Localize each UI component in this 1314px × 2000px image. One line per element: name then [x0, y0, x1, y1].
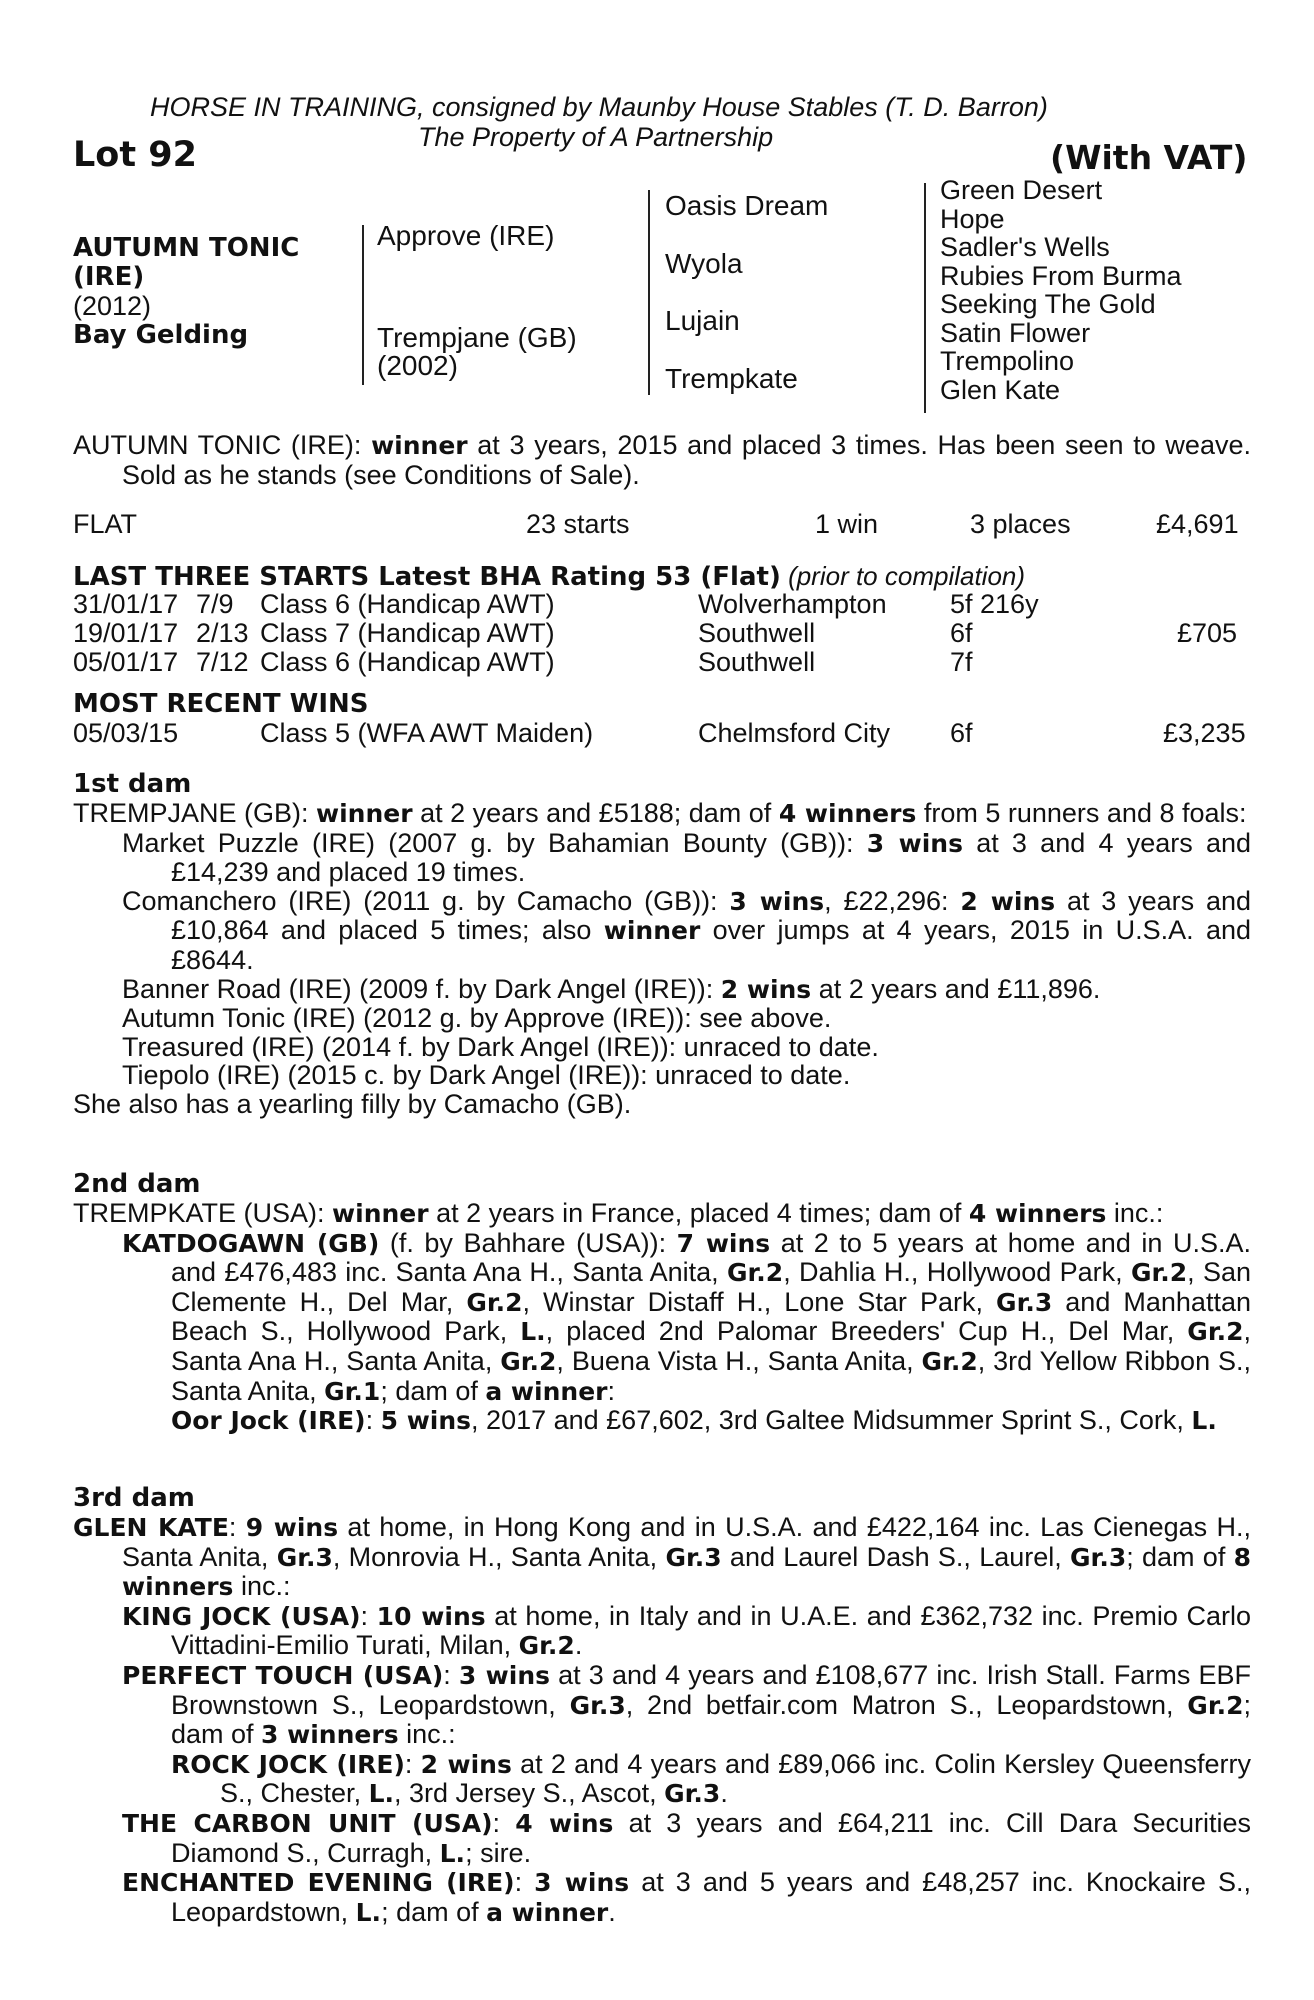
ancestor: Seeking The Gold — [940, 289, 1156, 319]
pedigree-paragraph — [73, 1661, 1251, 1750]
body-text: TREMPJANE (GB): — [73, 798, 317, 828]
summary-text: AUTUMN TONIC (IRE): — [73, 430, 372, 460]
summary-text: at 3 years, 2015 and placed 3 times. Has been seen to weave. Sold as he stands (see Conditions of Sale). — [122, 430, 1251, 490]
emphasis-text: winner — [603, 916, 701, 946]
emphasis-text: Gr.2 — [500, 1346, 557, 1376]
body-text: inc.: — [1106, 1198, 1164, 1228]
emphasis-text: 3 wins — [458, 1660, 550, 1690]
pedigree-paragraph — [73, 1229, 1251, 1407]
record-places: 3 places — [970, 509, 1071, 539]
start-course: Southwell — [698, 618, 816, 648]
body-text: : — [404, 1748, 421, 1779]
third-dam-section — [73, 1484, 1251, 1927]
body-text: ; dam of — [171, 1689, 1251, 1750]
last-three-heading — [73, 562, 1025, 592]
pedigree-paragraph — [73, 829, 1251, 887]
body-text: ; dam of — [1126, 1541, 1234, 1572]
start-race: Class 6 (Handicap AWT) — [260, 647, 555, 677]
body-text: : — [360, 1600, 377, 1631]
body-text: and Laurel Dash S., Laurel, — [721, 1541, 1071, 1572]
first-dam-section — [73, 770, 1251, 1119]
body-text: at 2 to 5 years at home and in U.S.A. and £476,483 inc. Santa Ana H., Santa Anita, — [171, 1227, 1251, 1288]
body-text: , Winstar Distaff H., Lone Star Park, — [522, 1286, 997, 1317]
body-text: ; dam of — [380, 1375, 486, 1406]
second-dam-section — [73, 1170, 1251, 1436]
body-text: inc.: — [233, 1571, 291, 1602]
section-heading: 2nd dam — [73, 1169, 201, 1199]
body-text: Market Puzzle (IRE) (2007 g. by Bahamian Bounty (GB)): — [122, 827, 867, 858]
body-text: . — [574, 1630, 583, 1661]
emphasis-text: Gr.1 — [324, 1376, 381, 1406]
emphasis-text: KATDOGAWN (GB) — [122, 1228, 380, 1258]
record-starts: 23 starts — [526, 509, 630, 539]
emphasis-text: KING JOCK (USA) — [122, 1601, 361, 1631]
body-text: , Monrovia H., Santa Anita, — [332, 1541, 666, 1572]
record-earnings: £4,691 — [1156, 509, 1239, 539]
start-date: 19/01/17 — [73, 618, 179, 648]
property-line: The Property of A Partnership — [418, 122, 774, 152]
emphasis-text: 3 winners — [261, 1720, 399, 1750]
dam: Trempjane (GB) — [377, 322, 577, 353]
emphasis-text: Gr.3 — [276, 1542, 333, 1572]
start-distance: 5f 216y — [950, 589, 1039, 619]
body-text: at 2 years in France, placed 4 times; dam of — [428, 1198, 969, 1228]
emphasis-text: 2 wins — [960, 886, 1056, 916]
emphasis-text: winner — [316, 799, 413, 828]
emphasis-text: Gr.2 — [1187, 1317, 1244, 1347]
sire: Approve (IRE) — [377, 220, 555, 251]
horse-summary — [73, 431, 1251, 489]
start-position: 7/9 — [196, 589, 234, 619]
body-text: (f. by Bahhare (USA)): — [379, 1227, 677, 1258]
dam-of-dam: Trempkate — [665, 363, 798, 394]
emphasis-text: L. — [1191, 1406, 1217, 1436]
lot-number: Lot 92 — [73, 135, 197, 175]
emphasis-text: Gr.3 — [996, 1287, 1053, 1317]
emphasis-text: 5 wins — [380, 1406, 472, 1436]
horse-description: Bay Gelding — [73, 320, 249, 350]
recent-wins-heading: MOST RECENT WINS — [73, 689, 369, 719]
pedigree-paragraph: Treasured (IRE) (2014 f. by Dark Angel (IRE)): unraced to date. — [122, 1031, 879, 1062]
body-text: , 2017 and £67,602, 3rd Galtee Midsummer Sprint S., Cork, — [471, 1405, 1192, 1436]
emphasis-text: Gr.2 — [727, 1258, 784, 1288]
pedigree-paragraph — [73, 1868, 1251, 1927]
section-heading: 3rd dam — [73, 1483, 195, 1513]
horse-name: AUTUMN TONIC — [73, 233, 300, 263]
body-text: : — [492, 1807, 516, 1838]
horse-country: (IRE) — [73, 262, 145, 292]
emphasis-text: Gr.2 — [466, 1287, 523, 1317]
emphasis-text: PERFECT TOUCH (USA) — [122, 1660, 444, 1690]
pedigree-divider — [648, 190, 650, 395]
pedigree-paragraph — [73, 799, 1251, 829]
start-date: 05/01/17 — [73, 647, 179, 677]
emphasis-text: 3 wins — [534, 1868, 630, 1898]
body-text: , San Clemente H., Del Mar, — [171, 1257, 1251, 1317]
start-course: Southwell — [698, 647, 816, 677]
emphasis-text: Gr.3 — [665, 1542, 722, 1572]
fourth-generation — [940, 176, 1182, 404]
body-text: at 2 years and £5188; dam of — [412, 798, 779, 828]
emphasis-text: Gr.2 — [518, 1631, 575, 1661]
emphasis-text: 4 wins — [515, 1808, 614, 1838]
body-text: , Santa Ana H., Santa Anita, — [171, 1316, 1251, 1376]
emphasis-text: 2 wins — [720, 974, 812, 1004]
pedigree-divider — [362, 225, 364, 385]
body-text: at 3 years and £64,211 inc. Cill Dara Securities Diamond S., Curragh, — [171, 1807, 1251, 1868]
body-text: ; dam of — [381, 1896, 487, 1927]
start-distance: 6f — [950, 618, 973, 648]
dam-year: (2002) — [377, 350, 458, 381]
start-date: 31/01/17 — [73, 589, 179, 619]
body-text: Banner Road (IRE) (2009 f. by Dark Angel (IRE)): — [122, 973, 721, 1004]
record-type: FLAT — [73, 509, 138, 539]
emphasis-text: Gr.3 — [569, 1690, 626, 1720]
body-text: . — [608, 1896, 616, 1927]
pedigree-paragraph: Autumn Tonic (IRE) (2012 g. by Approve (IRE)): see above. — [122, 1003, 832, 1034]
body-text: at 3 and 4 years and £108,677 inc. Irish Stall. Farms EBF Brownstown S., Leopardstown, — [171, 1659, 1251, 1720]
start-race: Class 6 (Handicap AWT) — [260, 589, 555, 619]
emphasis-text: L. — [439, 1838, 466, 1868]
pedigree-paragraph — [73, 1406, 1251, 1436]
body-text: : — [514, 1867, 535, 1898]
emphasis-text: ENCHANTED EVENING (IRE) — [122, 1868, 515, 1898]
emphasis-text: Oor Jock (IRE) — [171, 1406, 366, 1436]
body-text: at 2 and 4 years and £89,066 inc. Colin Kersley Queensferry S., Chester, — [220, 1748, 1251, 1809]
body-text: at 3 years and £10,864 and placed 5 times; also — [171, 885, 1251, 946]
emphasis-text: L. — [520, 1317, 546, 1347]
body-text: , £22,296: — [824, 885, 961, 916]
body-text: TREMPKATE (USA): — [73, 1198, 333, 1228]
emphasis-text: ROCK JOCK (IRE) — [171, 1749, 405, 1779]
emphasis-text: 7 wins — [676, 1228, 771, 1258]
pedigree-paragraph — [73, 1513, 1251, 1602]
ancestor: Satin Flower — [940, 317, 1091, 348]
emphasis-text: L. — [368, 1779, 395, 1809]
body-text: Comanchero (IRE) (2011 g. by Camacho (GB)): — [122, 885, 730, 916]
body-text: , 2nd betfair.com Matron S., Leopardstown, — [625, 1689, 1188, 1720]
emphasis-text: Gr.3 — [664, 1779, 721, 1809]
vat-label: (With VAT) — [1050, 138, 1248, 177]
emphasis-text: THE CARBON UNIT (USA) — [122, 1808, 493, 1838]
body-text: over jumps at 4 years, 2015 in U.S.A. and £8644. — [171, 915, 1252, 975]
pedigree-paragraph — [73, 431, 1251, 489]
body-text: , placed 2nd Palomar Breeders' Cup H., Del Mar, — [545, 1316, 1188, 1347]
horse-year: (2012) — [73, 291, 152, 321]
emphasis-text: a winner — [486, 1897, 609, 1927]
heading-note: (prior to compilation) — [788, 561, 1026, 591]
body-text: : — [365, 1405, 381, 1436]
emphasis-text: 2 wins — [420, 1749, 512, 1779]
body-text: : — [228, 1512, 246, 1542]
emphasis-text: 4 winners — [968, 1199, 1107, 1228]
pedigree-paragraph — [73, 975, 1251, 1005]
body-text: at home, in Hong Kong and in U.S.A. and £422,164 inc. Las Cienegas H., Santa Anita, — [122, 1512, 1251, 1572]
consignor-line: HORSE IN TRAINING, consigned by Maunby House Stables (T. D. Barron) — [150, 92, 1048, 122]
body-text: : — [443, 1659, 459, 1690]
ancestor: Trempolino — [940, 346, 1075, 376]
ancestor: Green Desert — [940, 175, 1103, 205]
emphasis-text: Gr.2 — [921, 1346, 978, 1376]
body-text: at home, in Italy and in U.A.E. and £362,732 inc. Premio Carlo Vittadini-Emilio Turati, Milan, — [171, 1600, 1251, 1661]
pedigree-paragraph — [73, 1199, 1251, 1229]
start-course: Wolverhampton — [698, 589, 887, 619]
ancestor: Hope — [940, 203, 1005, 234]
body-text: ; sire. — [465, 1837, 532, 1868]
dam-of-sire: Wyola — [665, 248, 743, 279]
body-text: , 3rd Jersey S., Ascot, — [394, 1778, 665, 1809]
record-wins: 1 win — [815, 509, 879, 539]
emphasis-text: Gr.3 — [1070, 1542, 1127, 1572]
emphasis-text: a winner — [485, 1376, 608, 1406]
body-text: . — [720, 1778, 728, 1809]
pedigree-paragraph — [73, 1750, 1251, 1809]
emphasis-text: L. — [355, 1897, 382, 1927]
pedigree-divider — [924, 183, 926, 413]
pedigree-paragraph — [73, 887, 1251, 975]
emphasis-text: 8 winners — [122, 1542, 1252, 1602]
win-prize: £3,235 — [1163, 718, 1246, 748]
body-text: at 2 years and £11,896. — [811, 973, 1101, 1004]
body-text: , Buena Vista H., Santa Anita, — [556, 1345, 922, 1376]
ancestor: Rubies From Burma — [940, 260, 1182, 291]
emphasis-text: Gr.2 — [1187, 1690, 1244, 1720]
body-text: , Dahlia H., Hollywood Park, — [783, 1257, 1131, 1288]
emphasis-text: GLEN KATE — [73, 1513, 229, 1542]
win-course: Chelmsford City — [698, 718, 891, 748]
start-distance: 7f — [950, 647, 973, 677]
emphasis-text: 3 wins — [866, 828, 963, 858]
emphasis-text: winner — [332, 1199, 429, 1228]
body-text: inc.: — [398, 1719, 456, 1750]
body-text: at 3 and 4 years and £14,239 and placed 19 times. — [171, 827, 1251, 888]
start-position: 2/13 — [196, 618, 249, 648]
start-position: 7/12 — [196, 647, 249, 677]
emphasis-text: 3 wins — [729, 886, 825, 916]
section-heading: 1st dam — [73, 769, 192, 799]
win-date: 05/03/15 — [73, 718, 179, 748]
body-text: and Manhattan Beach S., Hollywood Park, — [171, 1286, 1251, 1347]
pedigree-paragraph — [73, 1602, 1251, 1661]
win-race: Class 5 (WFA AWT Maiden) — [260, 718, 594, 748]
ancestor: Glen Kate — [940, 374, 1061, 405]
ancestor: Sadler's Wells — [940, 232, 1110, 262]
body-text: from 5 runners and 8 foals: — [916, 798, 1247, 828]
summary-bold: winner — [371, 431, 468, 460]
sire-of-sire: Oasis Dream — [665, 190, 829, 221]
emphasis-text: 10 wins — [376, 1601, 486, 1631]
pedigree-paragraph: She also has a yearling filly by Camacho (GB). — [73, 1088, 632, 1119]
pedigree-paragraph: Tiepolo (IRE) (2015 c. by Dark Angel (IRE)): unraced to date. — [122, 1060, 851, 1091]
pedigree-paragraph — [73, 1809, 1251, 1868]
emphasis-text: 4 winners — [778, 799, 917, 828]
start-race: Class 7 (Handicap AWT) — [260, 618, 555, 648]
body-text: , 3rd Yellow Ribbon S., Santa Anita, — [171, 1345, 1252, 1406]
body-text: at 3 and 5 years and £48,257 inc. Knockaire S., Leopardstown, — [171, 1867, 1252, 1927]
sire-of-dam: Lujain — [665, 305, 740, 336]
emphasis-text: 9 wins — [245, 1513, 339, 1542]
emphasis-text: Gr.2 — [1130, 1258, 1188, 1288]
body-text: : — [607, 1375, 615, 1406]
win-distance: 6f — [950, 718, 973, 748]
section-heading: LAST THREE STARTS Latest BHA Rating 53 (Flat) — [73, 562, 781, 592]
start-prize: £705 — [1177, 618, 1238, 648]
